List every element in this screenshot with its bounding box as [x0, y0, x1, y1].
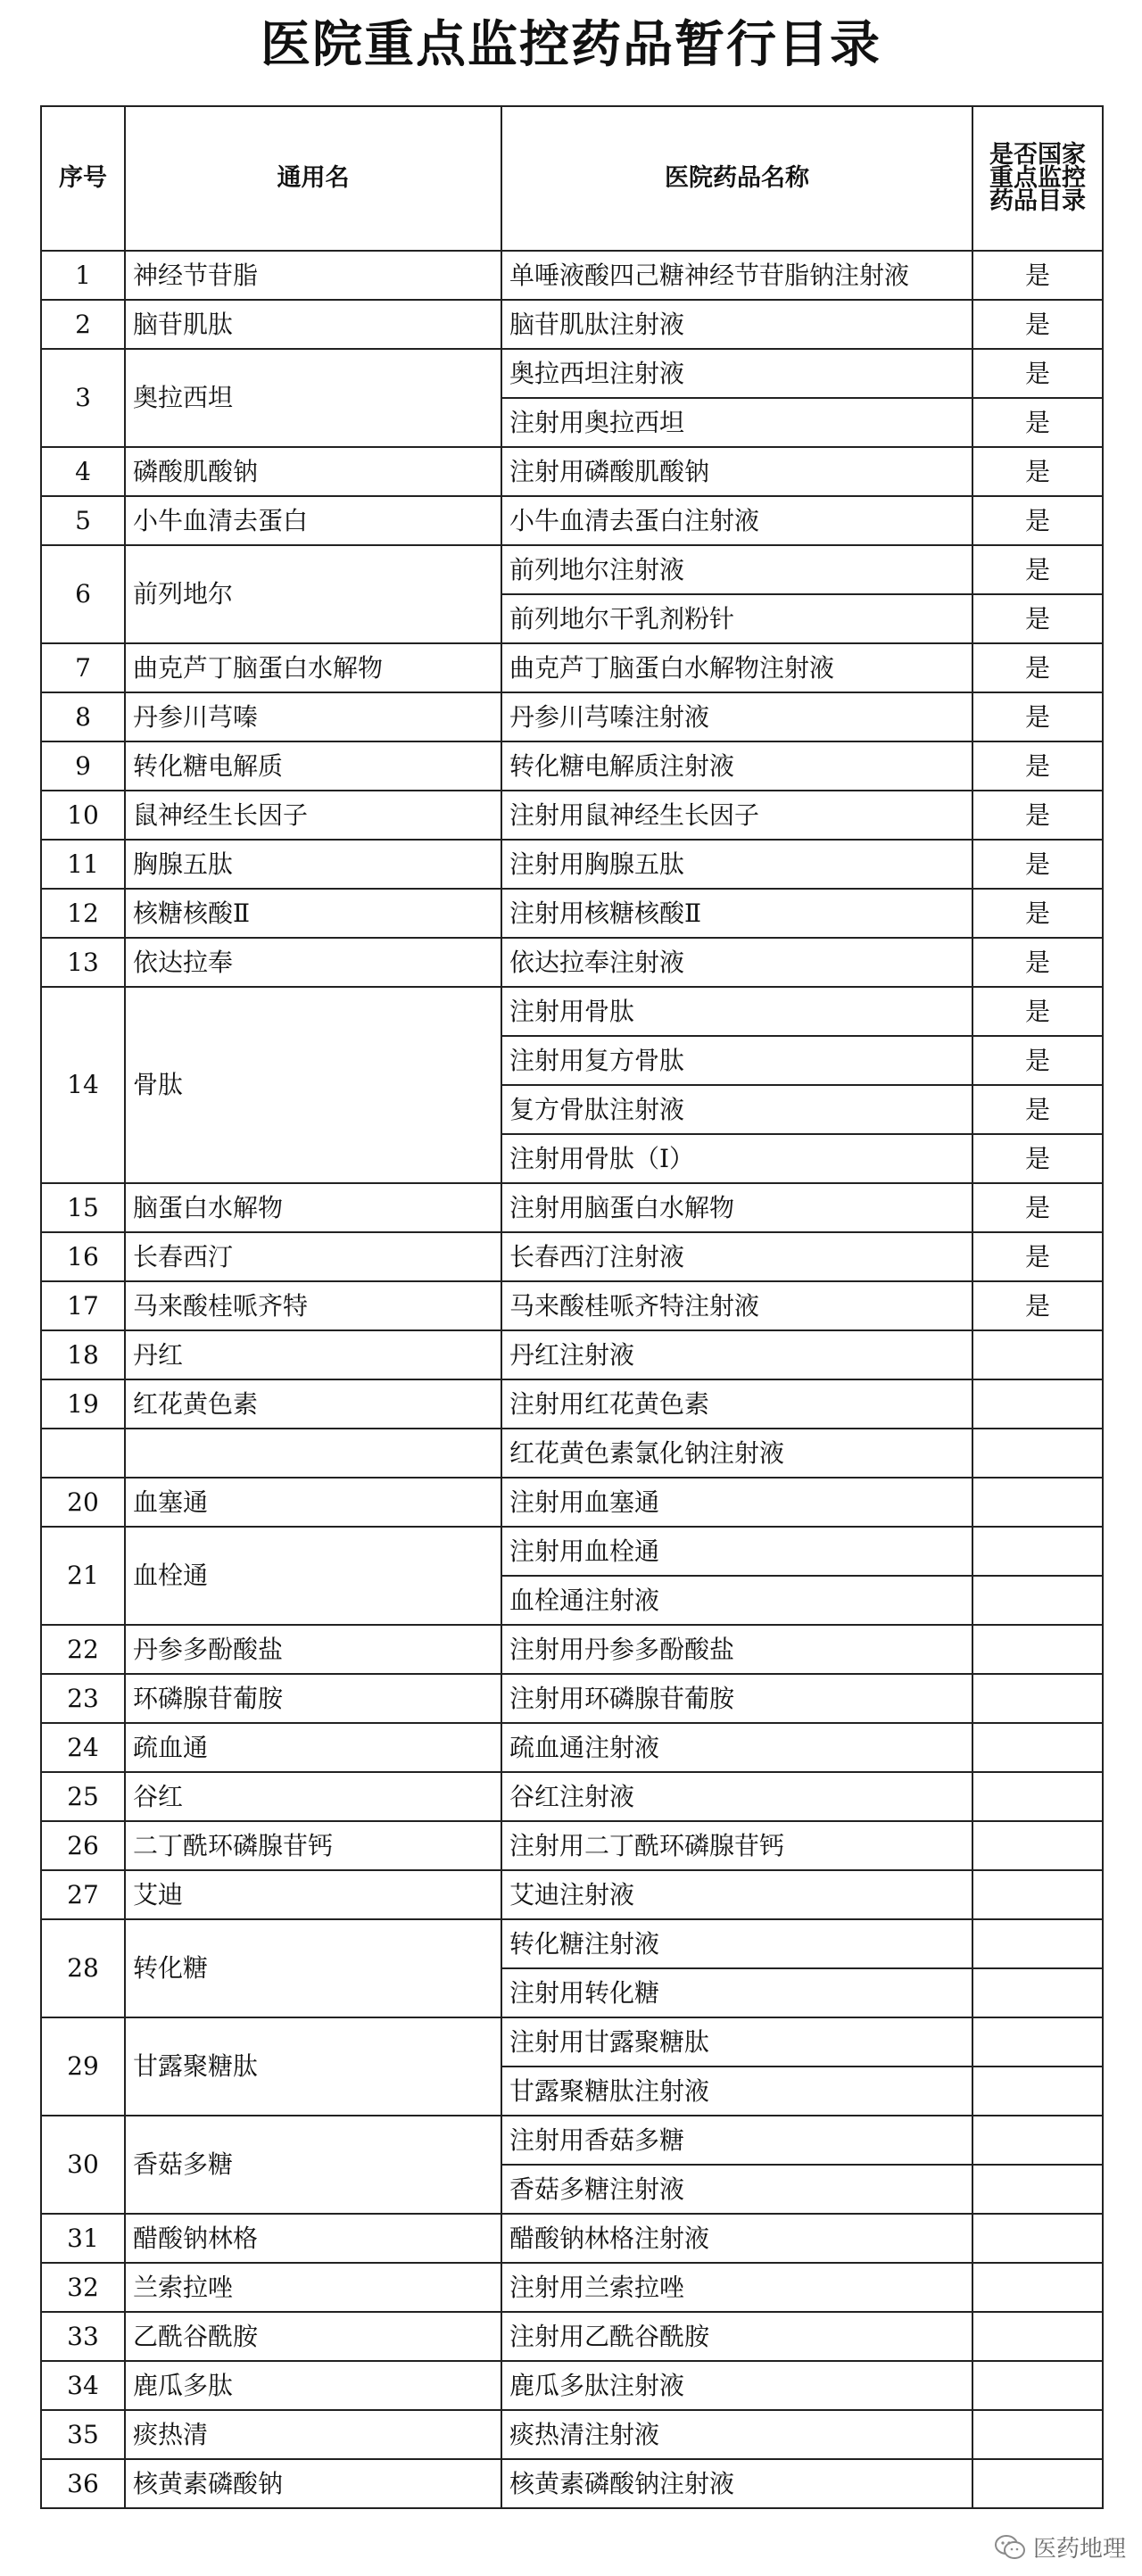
- cell-national-list-flag: [972, 2361, 1103, 2410]
- cell-no: 21: [41, 1527, 125, 1625]
- cell-no: 24: [41, 1723, 125, 1772]
- table-row: [41, 889, 1103, 938]
- cell-national-list-flag: 是: [972, 987, 1103, 1036]
- cell-generic-name: 疏血通: [125, 1723, 501, 1772]
- cell-product-name: 醋酸钠林格注射液: [501, 2214, 972, 2263]
- cell-national-list-flag: [972, 1527, 1103, 1576]
- cell-product-name: 注射用复方骨肽: [501, 1036, 972, 1085]
- cell-national-list-flag: 是: [972, 1085, 1103, 1134]
- drug-table: [40, 105, 1104, 2509]
- cell-no: 31: [41, 2214, 125, 2263]
- cell-product-name: 注射用二丁酰环磷腺苷钙: [501, 1821, 972, 1870]
- cell-national-list-flag: [972, 1821, 1103, 1870]
- cell-generic-name: 红花黄色素: [125, 1379, 501, 1429]
- cell-product-name: 注射用甘露聚糖肽: [501, 2017, 972, 2067]
- cell-generic-name: 核黄素磷酸钠: [125, 2459, 501, 2508]
- cell-no: 15: [41, 1183, 125, 1232]
- table-row: [41, 1429, 1103, 1478]
- table-row: [41, 2263, 1103, 2312]
- table-row: [41, 1870, 1103, 1919]
- cell-generic-name: 神经节苷脂: [125, 251, 501, 300]
- cell-product-name: 转化糖电解质注射液: [501, 741, 972, 791]
- table-row: [41, 741, 1103, 791]
- cell-national-list-flag: [972, 1674, 1103, 1723]
- table-row: [41, 300, 1103, 349]
- cell-generic-name: 骨肽: [125, 987, 501, 1183]
- table-row: [41, 2116, 1103, 2165]
- cell-generic-name: 转化糖电解质: [125, 741, 501, 791]
- table-body: [41, 251, 1103, 2508]
- table-row: [41, 1821, 1103, 1870]
- cell-national-list-flag: [972, 2017, 1103, 2067]
- cell-product-name: 疏血通注射液: [501, 1723, 972, 1772]
- cell-no: 9: [41, 741, 125, 791]
- cell-national-list-flag: [972, 2459, 1103, 2508]
- cell-national-list-flag: [972, 1772, 1103, 1821]
- cell-no: 34: [41, 2361, 125, 2410]
- table-row: [41, 1723, 1103, 1772]
- table-row: [41, 1281, 1103, 1330]
- cell-generic-name: 马来酸桂哌齐特: [125, 1281, 501, 1330]
- cell-no: 2: [41, 300, 125, 349]
- cell-no: 28: [41, 1919, 125, 2017]
- page-title: 医院重点监控药品暂行目录: [261, 15, 881, 74]
- cell-generic-name: 二丁酰环磷腺苷钙: [125, 1821, 501, 1870]
- cell-product-name: 注射用胸腺五肽: [501, 840, 972, 889]
- table-row: [41, 1625, 1103, 1674]
- cell-product-name: 注射用红花黄色素: [501, 1379, 972, 1429]
- cell-generic-name: 脑蛋白水解物: [125, 1183, 501, 1232]
- cell-product-name: 前列地尔干乳剂粉针: [501, 594, 972, 643]
- table-row: [41, 1330, 1103, 1379]
- cell-product-name: 注射用香菇多糖: [501, 2116, 972, 2165]
- cell-national-list-flag: [972, 2312, 1103, 2361]
- cell-no: 14: [41, 987, 125, 1183]
- cell-national-list-flag: 是: [972, 398, 1103, 447]
- cell-product-name: 注射用脑蛋白水解物: [501, 1183, 972, 1232]
- cell-national-list-flag: [972, 2165, 1103, 2214]
- cell-national-list-flag: [972, 2116, 1103, 2165]
- cell-national-list-flag: [972, 1330, 1103, 1379]
- cell-national-list-flag: [972, 2067, 1103, 2116]
- cell-product-name: 血栓通注射液: [501, 1576, 972, 1625]
- cell-generic-name: 前列地尔: [125, 545, 501, 643]
- cell-no: 16: [41, 1232, 125, 1281]
- table-row: [41, 496, 1103, 545]
- cell-national-list-flag: 是: [972, 496, 1103, 545]
- cell-generic-name: 转化糖: [125, 1919, 501, 2017]
- cell-national-list-flag: 是: [972, 447, 1103, 496]
- cell-product-name: 转化糖注射液: [501, 1919, 972, 1968]
- cell-no: 18: [41, 1330, 125, 1379]
- cell-no: 6: [41, 545, 125, 643]
- cell-product-name: 注射用血栓通: [501, 1527, 972, 1576]
- cell-product-name: 曲克芦丁脑蛋白水解物注射液: [501, 643, 972, 692]
- cell-product-name: 注射用骨肽: [501, 987, 972, 1036]
- table-row: [41, 1919, 1103, 1968]
- cell-national-list-flag: 是: [972, 1232, 1103, 1281]
- table-row: [41, 1772, 1103, 1821]
- cell-generic-name: 血塞通: [125, 1478, 501, 1527]
- cell-product-name: 注射用奥拉西坦: [501, 398, 972, 447]
- cell-generic-name: 艾迪: [125, 1870, 501, 1919]
- cell-no: 19: [41, 1379, 125, 1429]
- cell-generic-name: 胸腺五肽: [125, 840, 501, 889]
- cell-product-name: 香菇多糖注射液: [501, 2165, 972, 2214]
- cell-national-list-flag: 是: [972, 840, 1103, 889]
- cell-product-name: 依达拉奉注射液: [501, 938, 972, 987]
- cell-product-name: 艾迪注射液: [501, 1870, 972, 1919]
- cell-national-list-flag: 是: [972, 1183, 1103, 1232]
- header-national-list-flag: 是否国家重点监控药品目录: [972, 106, 1103, 251]
- cell-generic-name: 兰索拉唑: [125, 2263, 501, 2312]
- table-row: [41, 2410, 1103, 2459]
- cell-national-list-flag: 是: [972, 791, 1103, 840]
- cell-product-name: 注射用血塞通: [501, 1478, 972, 1527]
- cell-no: 25: [41, 1772, 125, 1821]
- cell-product-name: 红花黄色素氯化钠注射液: [501, 1429, 972, 1478]
- cell-generic-name: 长春西汀: [125, 1232, 501, 1281]
- cell-product-name: 核黄素磷酸钠注射液: [501, 2459, 972, 2508]
- cell-no: 23: [41, 1674, 125, 1723]
- cell-product-name: 长春西汀注射液: [501, 1232, 972, 1281]
- cell-national-list-flag: [972, 1576, 1103, 1625]
- cell-generic-name: 丹红: [125, 1330, 501, 1379]
- cell-no: 27: [41, 1870, 125, 1919]
- table-row: [41, 1478, 1103, 1527]
- table-row: [41, 2459, 1103, 2508]
- cell-product-name: 小牛血清去蛋白注射液: [501, 496, 972, 545]
- cell-national-list-flag: [972, 1478, 1103, 1527]
- cell-national-list-flag: [972, 2214, 1103, 2263]
- cell-no: 22: [41, 1625, 125, 1674]
- table-row: [41, 1527, 1103, 1576]
- cell-national-list-flag: [972, 1625, 1103, 1674]
- cell-national-list-flag: 是: [972, 1036, 1103, 1085]
- cell-product-name: 注射用环磷腺苷葡胺: [501, 1674, 972, 1723]
- table-row: [41, 2214, 1103, 2263]
- header-generic-name: 通用名: [125, 106, 501, 251]
- cell-generic-name: 谷红: [125, 1772, 501, 1821]
- cell-generic-name: 鹿瓜多肽: [125, 2361, 501, 2410]
- cell-no: 35: [41, 2410, 125, 2459]
- cell-generic-name: 奥拉西坦: [125, 349, 501, 447]
- cell-national-list-flag: [972, 1379, 1103, 1429]
- cell-no: 36: [41, 2459, 125, 2508]
- cell-national-list-flag: 是: [972, 1134, 1103, 1183]
- table-row: [41, 1232, 1103, 1281]
- cell-no: 7: [41, 643, 125, 692]
- cell-no: 20: [41, 1478, 125, 1527]
- table-row: [41, 447, 1103, 496]
- cell-no: 12: [41, 889, 125, 938]
- cell-national-list-flag: 是: [972, 692, 1103, 741]
- table-row: [41, 840, 1103, 889]
- cell-national-list-flag: [972, 1723, 1103, 1772]
- cell-product-name: 注射用核糖核酸Ⅱ: [501, 889, 972, 938]
- cell-product-name: 奥拉西坦注射液: [501, 349, 972, 398]
- cell-national-list-flag: 是: [972, 741, 1103, 791]
- cell-product-name: 注射用转化糖: [501, 1968, 972, 2017]
- cell-national-list-flag: [972, 1870, 1103, 1919]
- cell-no: 17: [41, 1281, 125, 1330]
- cell-product-name: 注射用磷酸肌酸钠: [501, 447, 972, 496]
- table-row: [41, 1183, 1103, 1232]
- cell-product-name: 前列地尔注射液: [501, 545, 972, 594]
- cell-no: [41, 1429, 125, 1478]
- table-row: [41, 643, 1103, 692]
- cell-generic-name: 磷酸肌酸钠: [125, 447, 501, 496]
- cell-generic-name: 香菇多糖: [125, 2116, 501, 2214]
- cell-generic-name: 核糖核酸Ⅱ: [125, 889, 501, 938]
- cell-generic-name: 依达拉奉: [125, 938, 501, 987]
- cell-product-name: 复方骨肽注射液: [501, 1085, 972, 1134]
- cell-national-list-flag: [972, 1968, 1103, 2017]
- table-row: [41, 2312, 1103, 2361]
- table-row: [41, 791, 1103, 840]
- cell-no: 33: [41, 2312, 125, 2361]
- cell-no: 11: [41, 840, 125, 889]
- cell-generic-name: 痰热清: [125, 2410, 501, 2459]
- cell-no: 1: [41, 251, 125, 300]
- cell-product-name: 注射用鼠神经生长因子: [501, 791, 972, 840]
- cell-no: 32: [41, 2263, 125, 2312]
- cell-national-list-flag: 是: [972, 1281, 1103, 1330]
- cell-product-name: 注射用乙酰谷酰胺: [501, 2312, 972, 2361]
- table-row: [41, 938, 1103, 987]
- cell-no: 10: [41, 791, 125, 840]
- table-row: [41, 692, 1103, 741]
- table-row: [41, 987, 1103, 1036]
- table-row: [41, 2017, 1103, 2067]
- cell-product-name: 脑苷肌肽注射液: [501, 300, 972, 349]
- cell-product-name: 注射用骨肽（Ⅰ）: [501, 1134, 972, 1183]
- cell-generic-name: 鼠神经生长因子: [125, 791, 501, 840]
- cell-national-list-flag: 是: [972, 889, 1103, 938]
- cell-generic-name: 血栓通: [125, 1527, 501, 1625]
- watermark-text: 医药地理: [1032, 2536, 1126, 2563]
- cell-generic-name: 曲克芦丁脑蛋白水解物: [125, 643, 501, 692]
- cell-product-name: 单唾液酸四己糖神经节苷脂钠注射液: [501, 251, 972, 300]
- cell-product-name: 痰热清注射液: [501, 2410, 972, 2459]
- cell-no: 8: [41, 692, 125, 741]
- watermark: [994, 2530, 1126, 2564]
- header-product-name: 医院药品名称: [501, 106, 972, 251]
- cell-product-name: 甘露聚糖肽注射液: [501, 2067, 972, 2116]
- cell-national-list-flag: [972, 2410, 1103, 2459]
- cell-product-name: 马来酸桂哌齐特注射液: [501, 1281, 972, 1330]
- cell-product-name: 注射用兰索拉唑: [501, 2263, 972, 2312]
- cell-generic-name: 丹参多酚酸盐: [125, 1625, 501, 1674]
- cell-no: 29: [41, 2017, 125, 2116]
- table-row: [41, 545, 1103, 594]
- table-row: [41, 1379, 1103, 1429]
- cell-product-name: 丹红注射液: [501, 1330, 972, 1379]
- cell-generic-name: 脑苷肌肽: [125, 300, 501, 349]
- cell-national-list-flag: 是: [972, 349, 1103, 398]
- cell-no: 4: [41, 447, 125, 496]
- table-header-row: [41, 106, 1103, 251]
- cell-generic-name: 乙酰谷酰胺: [125, 2312, 501, 2361]
- cell-national-list-flag: 是: [972, 643, 1103, 692]
- cell-generic-name: 甘露聚糖肽: [125, 2017, 501, 2116]
- cell-no: 5: [41, 496, 125, 545]
- cell-product-name: 丹参川芎嗪注射液: [501, 692, 972, 741]
- cell-national-list-flag: 是: [972, 594, 1103, 643]
- cell-generic-name: 醋酸钠林格: [125, 2214, 501, 2263]
- cell-national-list-flag: [972, 1919, 1103, 1968]
- cell-product-name: 鹿瓜多肽注射液: [501, 2361, 972, 2410]
- cell-national-list-flag: 是: [972, 938, 1103, 987]
- cell-no: 3: [41, 349, 125, 447]
- table-row: [41, 349, 1103, 398]
- header-no: 序号: [41, 106, 125, 251]
- cell-product-name: 谷红注射液: [501, 1772, 972, 1821]
- cell-no: 26: [41, 1821, 125, 1870]
- cell-national-list-flag: 是: [972, 251, 1103, 300]
- cell-national-list-flag: [972, 2263, 1103, 2312]
- cell-product-name: 注射用丹参多酚酸盐: [501, 1625, 972, 1674]
- table-row: [41, 2361, 1103, 2410]
- cell-national-list-flag: 是: [972, 300, 1103, 349]
- cell-no: 30: [41, 2116, 125, 2214]
- cell-no: 13: [41, 938, 125, 987]
- cell-national-list-flag: 是: [972, 545, 1103, 594]
- cell-generic-name: [125, 1429, 501, 1478]
- table-row: [41, 251, 1103, 300]
- cell-generic-name: 环磷腺苷葡胺: [125, 1674, 501, 1723]
- cell-national-list-flag: [972, 1429, 1103, 1478]
- cell-generic-name: 小牛血清去蛋白: [125, 496, 501, 545]
- table-row: [41, 1674, 1103, 1723]
- cell-generic-name: 丹参川芎嗪: [125, 692, 501, 741]
- wechat-icon: [994, 2534, 1026, 2561]
